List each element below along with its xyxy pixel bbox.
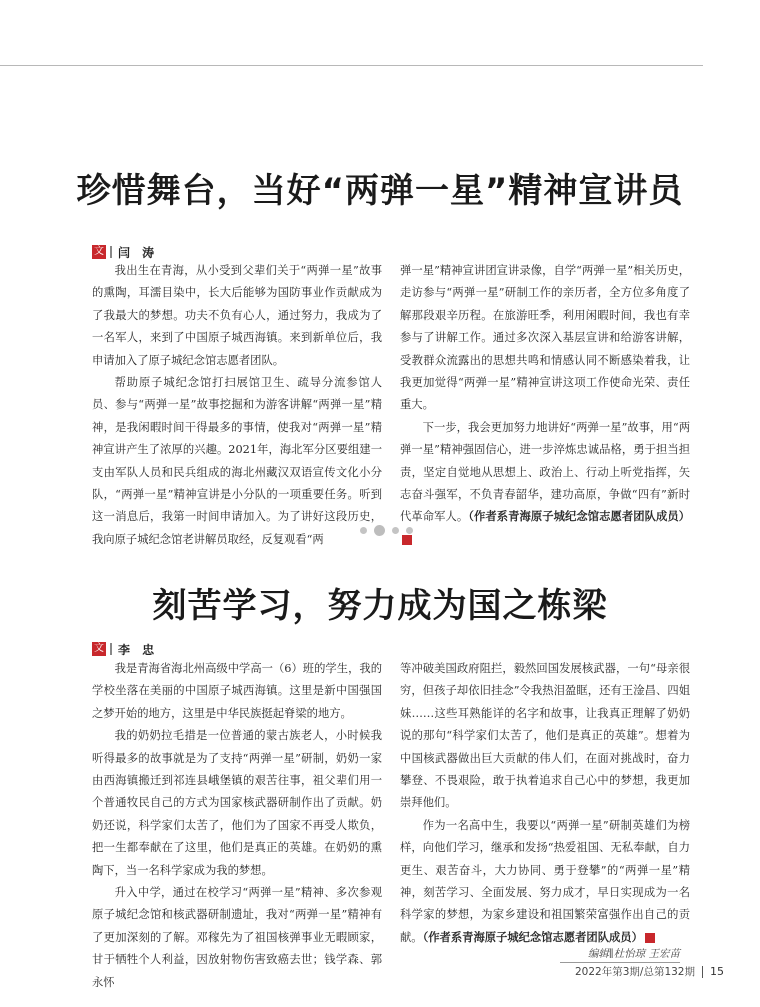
article2-paragraph xyxy=(400,815,690,949)
article2-paragraph-text: 作为一名高中生，我要以“两弹一星”研制英雄们为榜样，向他们学习，继承和发扬“热爱祖国、无私奉献，自力更生、艰苦奋斗，大力协同、勇于登攀”的“两弹一星”精神，刻苦学习、全面发展、努力成才，早日实现成为一名科学家的梦想，为家乡建设和祖国繁荣富强作出自己的贡献。 xyxy=(400,818,690,944)
page-footer xyxy=(575,964,724,979)
divider-dot xyxy=(360,527,367,534)
byline-mark-icon: 文 xyxy=(94,643,104,654)
article1-author-note: （作者系青海原子城纪念馆志愿者团队成员） xyxy=(468,510,690,524)
article1-paragraph xyxy=(400,417,690,551)
article2-paragraph: 我是青海省海北州高级中学高一（6）班的学生，我的学校坐落在美丽的中国原子城西海镇。这里是新中国强国之梦开始的地方，这里是中华民族挺起脊梁的地方。 xyxy=(92,662,382,720)
divider-dot xyxy=(392,527,399,534)
article1-paragraph-continued: 弹一星”精神宣讲团宣讲录像，自学“两弹一星”相关历史，走访参与“两弹一星”研制工作的亲历者，全方位多角度了解那段艰辛历程。在旅游旺季，利用闲暇时间，我也有幸参与了讲解工作。通过多次深入基层宣讲和给游客讲解，受教群众流露出的思想共鸣和情感认同不断感染着我，让我更加觉得“两弹一星”精神宣讲这项工作使命光荣、责任重大。 xyxy=(400,264,690,412)
end-mark-icon: G xyxy=(402,535,412,545)
article1-byline xyxy=(92,243,158,261)
editor-credit: 编辑∥杜怡琼 王宏苗 xyxy=(587,948,680,960)
article1-title: 珍惜舞台，当好“两弹一星”精神宣讲员 xyxy=(76,171,684,211)
divider-dot xyxy=(406,527,413,534)
section-divider-dots xyxy=(360,525,413,536)
article2-paragraph: 我的奶奶拉毛措是一位普通的蒙古族老人，小时候我听得最多的故事就是为了支持“两弹一星”研制，奶奶一家由西海镇搬迁到祁连县峨堡镇的艰苦往事，祖父辈们用一个普通牧民自己的方式为国家核武器研制作出了贡献。奶奶还说，科学家们太苦了，他们为了国家不再受人欺负，把一生都奉献在了这里，他们是真正的英雄。在奶奶的熏陶下，当一名科学家成为我的梦想。 xyxy=(92,729,382,877)
byline-divider xyxy=(110,246,112,258)
article2-title: 刻苦学习，努力成为国之栋梁 xyxy=(152,586,608,626)
article2-paragraph: 升入中学，通过在校学习“两弹一星”精神、多次参观原子城纪念馆和核武器研制遗址，我对“两弹一星”精神有了更加深刻的了解。邓稼先为了祖国核弹事业无暇顾家，甘于牺牲个人利益，因放射物伤害致癌去世；钱学森、郭永怀 xyxy=(92,886,382,989)
page-number: 15 xyxy=(709,965,724,978)
footer-rule xyxy=(560,962,680,963)
article2-byline xyxy=(92,640,158,658)
issue-info: 2022年第3期/总第132期 xyxy=(575,966,695,978)
article1-paragraph: 我出生在青海，从小受到父辈们关于“两弹一星”故事的熏陶，耳濡目染中，长大后能够为国防事业作贡献成为了我最大的梦想。功夫不负有心人，通过努力，我成为了一名军人，来到了中国原子城西海镇。来到新单位后，我申请加入了原子城纪念馆志愿者团队。 xyxy=(92,264,382,367)
top-rule xyxy=(0,65,703,66)
byline-mark-icon: 文 xyxy=(94,246,104,257)
article1-paragraph: 帮助原子城纪念馆打扫展馆卫生、疏导分流参馆人员、参与“两弹一星”故事挖掘和为游客讲解“两弹一星”精神，是我闲暇时间干得最多的事情，使我对“两弹一星”精神宣讲产生了浓厚的兴趣。2021年，海北军分区要组建一支由军队人员和民兵组成的海北州藏汉双语宣传文化小分队，“两弹一星”精神宣讲是小分队的一项重要任务。听到这一消息后，我第一时间申请加入。为了讲好这段历史，我向原子城纪念馆老讲解员取经，反复观看“两 xyxy=(92,376,382,546)
article2-author-note: （作者系青海原子城纪念馆志愿者团队成员） xyxy=(422,930,643,944)
article1-author: 闫 涛 xyxy=(118,245,159,260)
article1-paragraph-text: 下一步，我会更加努力地讲好“两弹一星”故事，用“两弹一星”精神强固信心，进一步淬炼忠诚品格，勇于担当担责，坚定自觉地从思想上、政治上、行动上听党指挥，矢志奋斗强军，不负青春韶华，建功高原，争做“四有”新时代革命军人。 xyxy=(400,420,690,524)
article2-left-column xyxy=(92,658,382,994)
article1-right-column xyxy=(400,260,690,551)
article2-right-column xyxy=(400,658,690,949)
end-mark-icon: G xyxy=(645,933,655,943)
byline-divider xyxy=(110,643,112,655)
article2-paragraph-continued: 等冲破美国政府阻拦，毅然回国发展核武器，一句“母亲很穷，但孩子却依旧挂念”令我热泪盈眶，还有王淦昌、四姐妹……这些耳熟能详的名字和故事，让我真正理解了奶奶说的那句“科学家们太苦了，他们是真正的英雄”。想着为中国核武器做出巨大贡献的伟人们，在面对挑战时，奋力攀登、不畏艰险，敢于执着追求自己心中的梦想，我更加崇拜他们。 xyxy=(400,662,690,810)
footer-separator xyxy=(702,966,703,978)
article1-left-column xyxy=(92,260,382,551)
divider-dot xyxy=(374,525,385,536)
article2-author: 李 忠 xyxy=(118,642,159,657)
